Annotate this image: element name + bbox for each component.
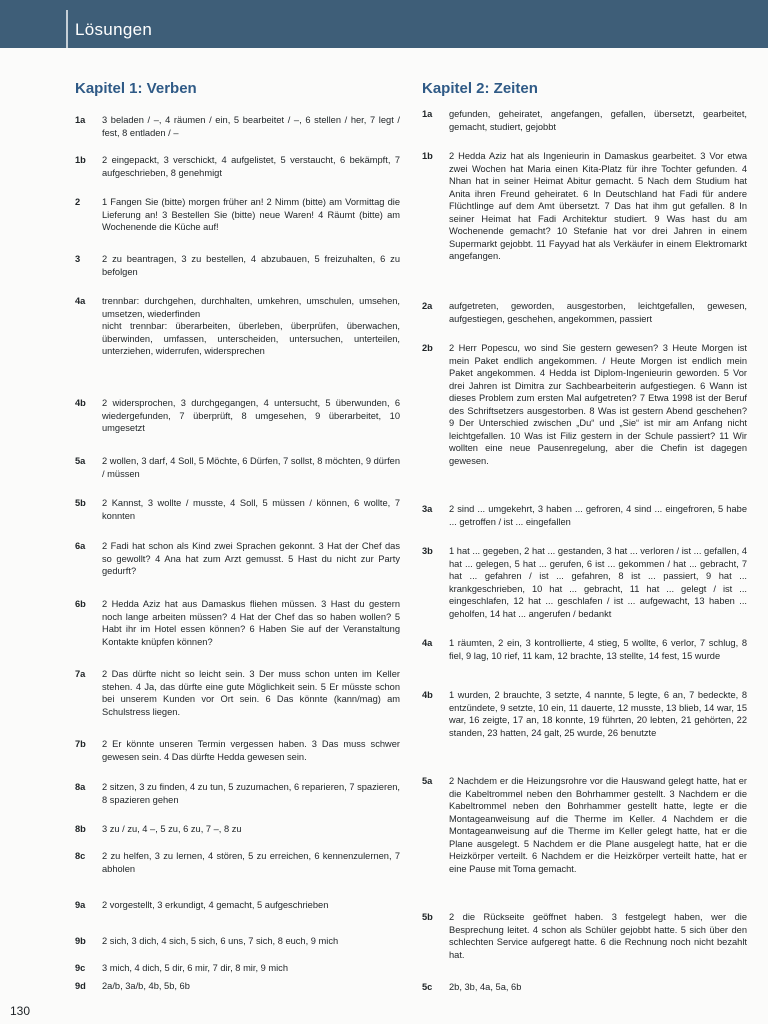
entry-paragraph: 2 sich, 3 dich, 4 sich, 5 sich, 6 uns, 7 sich, 8 euch, 9 mich: [102, 936, 339, 946]
entry-paragraph: 2 Er könnte unseren Termin vergessen haben. 3 Das muss schwer gewesen sein. 4 Das dürfte Hedda gewesen sein.: [102, 739, 400, 762]
entry-text: [102, 295, 400, 358]
answer-entry: [75, 397, 400, 435]
entry-label: 2: [75, 197, 81, 207]
entry-label: 7a: [75, 669, 86, 679]
answer-entry: [75, 455, 400, 480]
entry-label: 3a: [422, 504, 433, 514]
entry-label: 6b: [75, 599, 86, 609]
entry-paragraph: 2 Hedda Aziz hat aus Damaskus fliehen müssen. 3 Hast du gestern noch lange arbeiten müssen? 4 Hat der Chef das so haben wollen? 5 Habt ihr im Hotel essen können? 6 Haben Sie auf der Veranstaltung Kontakte knüpfen können?: [102, 599, 400, 647]
entry-label: 5b: [75, 498, 86, 508]
entry-text: [102, 397, 400, 435]
entry-label: 4a: [422, 638, 433, 648]
entry-text: [102, 823, 400, 836]
page-number: 130: [10, 1004, 31, 1018]
entry-text: [449, 981, 747, 994]
answer-entry: [422, 108, 747, 133]
entry-paragraph: 3 zu / zu, 4 –, 5 zu, 6 zu, 7 –, 8 zu: [102, 824, 242, 834]
entry-label: 9a: [75, 900, 86, 910]
header-bar: [0, 0, 768, 48]
entry-paragraph: 2 wollen, 3 darf, 4 Soll, 5 Möchte, 6 Dürfen, 7 sollst, 8 möchten, 9 dürfen / müssen: [102, 456, 400, 479]
entry-paragraph: 2 widersprochen, 3 durchgegangen, 4 untersucht, 5 überwunden, 6 wiedergefunden, 7 überprüft, 8 umgesehen, 9 überarbeitet, 10 umgesetzt: [102, 398, 400, 433]
answer-entry: [75, 540, 400, 578]
entry-label: 3: [75, 254, 81, 264]
entry-label: 7b: [75, 739, 86, 749]
entry-text: [449, 300, 747, 325]
answer-entry: [75, 253, 400, 278]
answer-entry: [75, 899, 400, 912]
entry-label: 8a: [75, 782, 86, 792]
entry-label: 6a: [75, 541, 86, 551]
entry-text: [102, 738, 400, 763]
entry-paragraph: 2 eingepackt, 3 verschickt, 4 aufgelistet, 5 verstaucht, 6 bekämpft, 7 aufgeschrieben, 8 genehmigt: [102, 155, 400, 178]
entry-text: [102, 668, 400, 718]
entry-paragraph: 2 vorgestellt, 3 erkundigt, 4 gemacht, 5 aufgeschrieben: [102, 900, 329, 910]
entry-paragraph: 1 räumten, 2 ein, 3 kontrollierte, 4 stieg, 5 wollte, 6 verlor, 7 schlug, 8 fiel, 9 lag, 10 rief, 11 kam, 12 brachte, 13 stellte, 14 fest, 15 wurde: [449, 638, 747, 661]
entry-paragraph: 2 zu helfen, 3 zu lernen, 4 stören, 5 zu erreichen, 6 kennenzulernen, 7 abholen: [102, 851, 400, 874]
entry-text: [449, 503, 747, 528]
entry-paragraph: nicht trennbar: überarbeiten, überleben, überprüfen, überwachen, überwinden, umfassen, unterscheiden, untersuchen, unterteilen, unterziehen, widerrufen, widersprechen: [102, 321, 400, 356]
entry-text: [102, 962, 400, 975]
entry-text: [102, 253, 400, 278]
entry-label: 1b: [422, 151, 433, 161]
entry-label: 2b: [422, 343, 433, 353]
entry-text: [102, 114, 400, 139]
answer-entry: [75, 598, 400, 648]
entry-label: 4b: [75, 398, 86, 408]
entry-label: 9c: [75, 963, 86, 973]
entry-text: [102, 540, 400, 578]
answer-entry: [75, 295, 400, 358]
answer-entry: [75, 196, 400, 234]
chapter-title-left: Kapitel 1: Verben: [75, 80, 197, 97]
entry-label: 9b: [75, 936, 86, 946]
entry-text: [102, 455, 400, 480]
entry-paragraph: 1 hat ... gegeben, 2 hat ... gestanden, 3 hat ... verloren / ist ... gefallen, 4 hat ... gelegen, 5 hat ... gerufen, 6 ist ... gekommen / hat ... gebracht, 7 hat ... gefahren / ist ... gefahren, 8 ist ... passiert, 9 hat ... krankgeschrieben, 10 hat ... gebracht, 11 hat ... gelegt / ist ... eingeschlafen, 12 hat ... geschlafen / ist ... aufgewacht, 13 haben ... geholfen, 14 hat ... angerufen / bedankt: [449, 546, 747, 619]
entry-paragraph: 2 Fadi hat schon als Kind zwei Sprachen gekonnt. 3 Hat der Chef das so gewollt? 4 Ana hat zum Arzt gemusst. 5 Hast du nicht zur Party gedurft?: [102, 541, 400, 576]
entry-label: 1a: [75, 115, 86, 125]
entry-paragraph: trennbar: durchgehen, durchhalten, umkehren, umschulen, umsehen, umsetzen, wiederfinden: [102, 296, 400, 319]
entry-label: 5c: [422, 982, 433, 992]
answer-entry: [75, 497, 400, 522]
left-column: [75, 80, 400, 991]
entry-text: [449, 150, 747, 263]
entry-text: [449, 775, 747, 875]
entry-paragraph: 3 mich, 4 dich, 5 dir, 6 mir, 7 dir, 8 mir, 9 mich: [102, 963, 289, 973]
header-title: Lösungen: [75, 20, 153, 39]
answer-entry: [75, 668, 400, 718]
entry-paragraph: 2 sind ... umgekehrt, 3 haben ... gefroren, 4 sind ... eingefroren, 5 habe ... getroffen / ist ... eingefallen: [449, 504, 747, 527]
entry-text: [102, 980, 400, 993]
answer-entry: [75, 738, 400, 763]
entry-label: 5a: [75, 456, 86, 466]
answer-entry: [422, 545, 747, 620]
entry-label: 4a: [75, 296, 86, 306]
answer-entry: [422, 150, 747, 263]
entry-text: [449, 545, 747, 620]
entry-paragraph: 3 beladen / –, 4 räumen / ein, 5 bearbeitet / –, 6 stellen / her, 7 legt / fest, 8 entladen / –: [102, 115, 400, 138]
entry-paragraph: gefunden, geheiratet, angefangen, gefallen, übersetzt, gearbeitet, gemacht, studiert, gejobbt: [449, 109, 747, 132]
entry-paragraph: 1 wurden, 2 brauchte, 3 setzte, 4 nannte, 5 legte, 6 an, 7 bedeckte, 8 entzündete, 9 setzte, 10 ein, 11 dauerte, 12 musste, 13 blieb, 14 war, 15 war, 16 zeigte, 17 an, 18 konnte, 19 führten, 20 lebten, 21 gehörten, 22 standen, 23 hatten, 24 galt, 25 wurde, 26 benutzte: [449, 690, 747, 738]
entry-label: 5b: [422, 912, 433, 922]
header-accent-line: [66, 10, 68, 48]
entry-text: [102, 196, 400, 234]
answer-entry: [422, 300, 747, 325]
answer-entry: [75, 980, 400, 993]
entry-paragraph: 2 Herr Popescu, wo sind Sie gestern gewesen? 3 Heute Morgen ist mein Paket endlich angekommen. / Heute Morgen ist endlich mein Paket angekommen. 4 Hedda ist Diplom-Ingenieurin geworden. 5 Vor drei Jahren ist Dimitra zur Sachbearbeiterin aufgestiegen. 6 Wann ist dieses Problem zum ersten Mal aufgetreten? 7 Etwa 1998 ist der Beruf des Schriftsetzers ausgestorben. 8 Was ist gestern Abend geschehen? 9 Der Unterschied zwischen „Du“ und „Sie“ ist mir am Anfang nicht leichtgefallen. 10 Was ist Filiz gestern in der Schule passiert? 11 Wir wollten eine neue Pausenregelung, aber die Chefin ist dagegen gewesen.: [449, 343, 747, 466]
entry-paragraph: 2 Das dürfte nicht so leicht sein. 3 Der muss schon unten im Keller stehen. 4 Ja, das dürfte eine gute Möglichkeit sein. 5 Er müsste schon bei unserem Kunden vor Ort sein. 6 Das könnte (kann/mag) am Schulstress liegen.: [102, 669, 400, 717]
entry-text: [449, 637, 747, 662]
entry-text: [102, 781, 400, 806]
entry-paragraph: aufgetreten, geworden, ausgestorben, leichtgefallen, gewesen, aufgestiegen, geschehen, angekommen, passiert: [449, 301, 747, 324]
entry-label: 1a: [422, 109, 433, 119]
entry-label: 1b: [75, 155, 86, 165]
answer-entry: [75, 935, 400, 948]
entry-paragraph: 2a/b, 3a/b, 4b, 5b, 6b: [102, 981, 190, 991]
right-column: [422, 80, 747, 992]
answer-entry: [75, 154, 400, 179]
entry-text: [102, 850, 400, 875]
chapter-title-right: Kapitel 2: Zeiten: [422, 80, 538, 97]
entry-paragraph: 2 sitzen, 3 zu finden, 4 zu tun, 5 zuzumachen, 6 reparieren, 7 spazieren, 8 spazieren gehen: [102, 782, 400, 805]
entry-label: 4b: [422, 690, 433, 700]
entry-paragraph: 2 Kannst, 3 wollte / musste, 4 Soll, 5 müssen / können, 6 wollte, 7 konnten: [102, 498, 400, 521]
entry-paragraph: 2b, 3b, 4a, 5a, 6b: [449, 982, 522, 992]
entry-paragraph: 2 Hedda Aziz hat als Ingenieurin in Damaskus gearbeitet. 3 Vor etwa zwei Wochen hat Maria einen Kita-Platz für ihre Tochter gefunden. 4 Nhan hat in seiner Heimat Abitur gemacht. 5 Nach dem Studium hat Anita ihren Freund geheiratet. 6 In Deutschland hat Fadi für andere Flüchtlinge auf dem Amt übersetzt. 7 Das hat ihm gut gefallen. 8 In seiner Heimat hat Fadi Architektur studiert. 9 Was hast du am Wochenende gemacht? 10 Stefanie hat vor drei Jahren in einem Supermarkt gejobbt. 11 Fayyad hat als Verkäufer in einem Elektromarkt angefangen.: [449, 151, 747, 261]
answer-entry: [75, 114, 400, 139]
entry-text: [449, 108, 747, 133]
answer-entry: [422, 503, 747, 528]
answer-entry: [75, 850, 400, 875]
entry-text: [102, 899, 400, 912]
entry-text: [449, 342, 747, 467]
entry-text: [449, 689, 747, 739]
entry-paragraph: 2 Nachdem er die Heizungsrohre vor die Hauswand gelegt hatte, hat er die Kabeltrommel neben den Bohrhammer gestellt. 3 Nachdem er die Kabeltrommel neben den Bohrhammer gestellt hatte, legte er die Montageanweisung auf die Therme im Keller. 4 Nachdem er die Montageanweisung auf die Therme im Keller gelegt hatte, hat er die Plane ausgelegt. 5 Nachdem er die Plane ausgelegt hatte, hat er die Heizkörper verteilt. 6 Nachdem er die Heizkörper verteilt hatte, hat er eine Pause mit Toma gemacht.: [449, 776, 747, 874]
entry-label: 9d: [75, 981, 86, 991]
entry-text: [102, 598, 400, 648]
entry-label: 3b: [422, 546, 433, 556]
entry-paragraph: 2 die Rückseite geöffnet haben. 3 festgelegt haben, wer die Besprechung leitet. 4 schon als Schüler gejobbt hatte. 5 sich über den schlechten Service aufgeregt hatte. 6 die Rechnung noch nicht bezahlt hat.: [449, 912, 747, 960]
answer-entry: [422, 981, 747, 994]
answer-entry: [75, 823, 400, 836]
entry-text: [449, 911, 747, 961]
entry-text: [102, 154, 400, 179]
answer-entry: [422, 689, 747, 739]
entry-text: [102, 497, 400, 522]
entry-paragraph: 2 zu beantragen, 3 zu bestellen, 4 abzubauen, 5 freizuhalten, 6 zu befolgen: [102, 254, 400, 277]
answer-entry: [75, 962, 400, 975]
answer-entry: [422, 775, 747, 875]
entry-label: 5a: [422, 776, 433, 786]
entry-paragraph: 1 Fangen Sie (bitte) morgen früher an! 2 Nimm (bitte) am Vormittag die Lieferung an! 3 Bestellen Sie (bitte) neue Waren! 4 Räumt (bitte) am Wochenende die Küche auf!: [102, 197, 400, 232]
entry-label: 8c: [75, 851, 86, 861]
answer-entry: [422, 637, 747, 662]
entry-label: 2a: [422, 301, 433, 311]
entry-label: 8b: [75, 824, 86, 834]
answer-entry: [422, 342, 747, 467]
answer-entry: [422, 911, 747, 961]
answer-entry: [75, 781, 400, 806]
entry-text: [102, 935, 400, 948]
